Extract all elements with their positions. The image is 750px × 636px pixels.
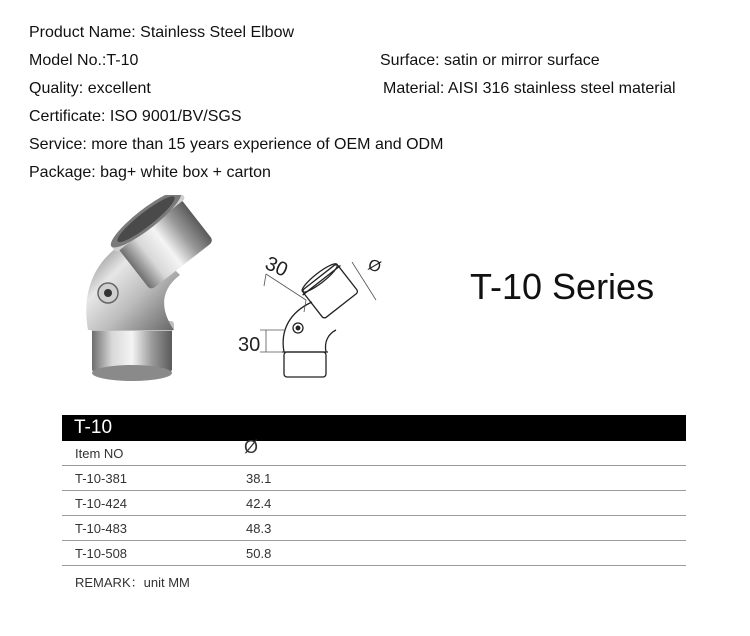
col-diameter-header: Ø	[244, 437, 259, 457]
table-row	[62, 491, 686, 516]
surface: Surface: satin or mirror surface	[380, 52, 600, 69]
diameter-value: 48.3	[246, 521, 272, 536]
quality: Quality: excellent	[29, 80, 151, 97]
dimension-top-label: 30	[261, 252, 291, 282]
service: Service: more than 15 years experience of OEM and ODM	[29, 136, 444, 153]
diameter-value: 50.8	[246, 546, 272, 561]
series-title: T-10 Series	[470, 266, 655, 307]
table-header	[62, 415, 686, 441]
material: Material: AISI 316 stainless steel material	[383, 80, 676, 97]
item-no: T-10-424	[75, 496, 128, 511]
table-header-label: T-10	[74, 417, 113, 438]
remark: REMARK：unit MM	[75, 575, 190, 590]
model-no: Model No.:T-10	[29, 52, 139, 69]
item-no: T-10-381	[75, 471, 128, 486]
certificate: Certificate: ISO 9001/BV/SGS	[29, 108, 242, 125]
item-no: T-10-508	[75, 546, 128, 561]
elbow-product-photo	[70, 195, 220, 385]
product-name: Product Name: Stainless Steel Elbow	[29, 24, 295, 41]
table-column-header-row	[62, 437, 686, 466]
table-row	[62, 466, 686, 491]
table-row	[62, 541, 686, 566]
table-row	[62, 516, 686, 541]
dimension-diameter-label: Ø	[365, 256, 384, 277]
diameter-value: 38.1	[246, 471, 272, 486]
package: Package: bag+ white box + carton	[29, 164, 271, 181]
item-no: T-10-483	[75, 521, 128, 536]
diameter-value: 42.4	[246, 496, 272, 511]
dimension-side-label: 30	[238, 334, 261, 356]
col-item-header: Item NO	[75, 446, 124, 461]
